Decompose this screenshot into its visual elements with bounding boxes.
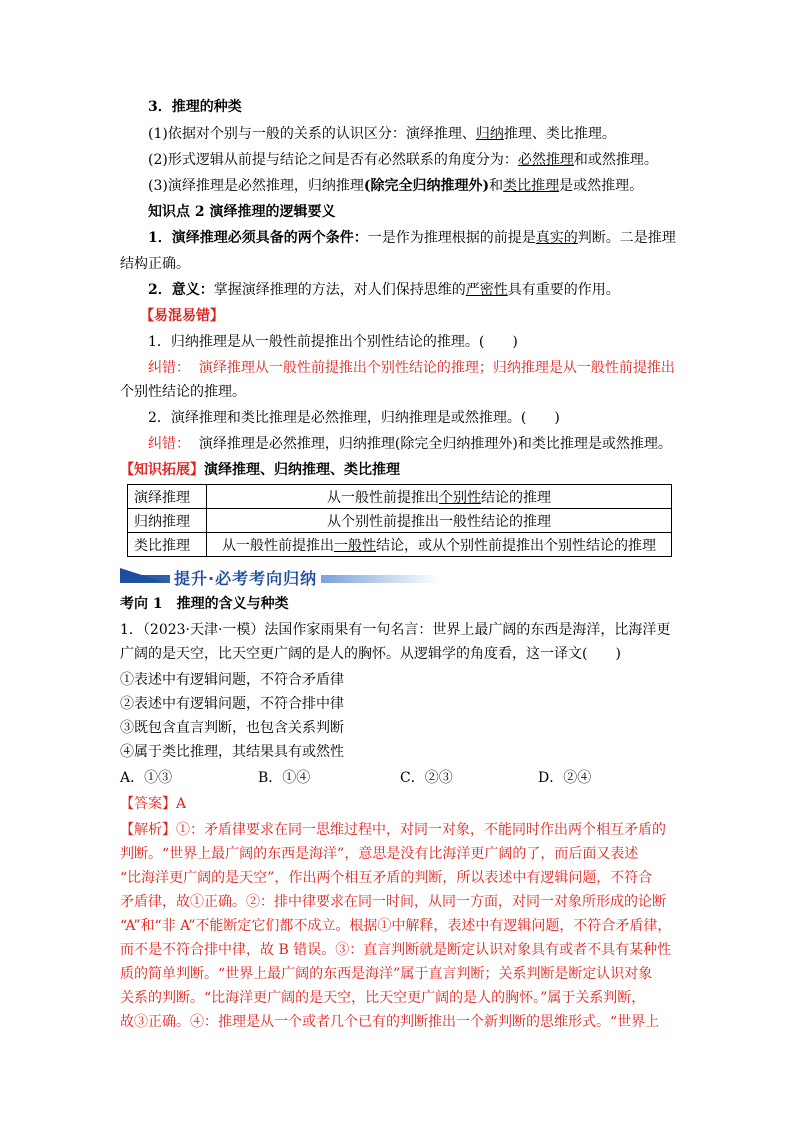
table-cell: 类比推理 [128, 533, 207, 557]
section-header: 【易混易错】 [140, 308, 224, 324]
text-span: ①：矛盾律要求在同一思维过程中，对同一对象，不能同时作出两个相互矛盾的 [176, 822, 666, 838]
text-span: 纠错： [148, 360, 190, 376]
analysis-line [120, 820, 666, 840]
text-span: 具有重要的作用。 [507, 282, 620, 298]
text-span: 纠错： [148, 436, 190, 452]
table-cell [207, 509, 672, 533]
underlined-text: 归纳 [475, 126, 504, 142]
paragraph-line [148, 150, 658, 170]
underlined-text: 个别性 [439, 489, 481, 506]
paragraph-line [148, 280, 620, 300]
text-span: 从一般性前提推出 [222, 537, 334, 554]
text-span: (2)形式逻辑从前提与结论之间是否有必然联系的角度分为： [148, 152, 518, 168]
table-cell [207, 533, 672, 557]
analysis-line: 而不是不符合排中律，故 B 错误。③：直言判断就是断定认识对象具有或者不具有某种性 [120, 942, 672, 958]
paragraph-line [148, 228, 676, 248]
analysis-line: 质的简单判断。“世界上最广阔的东西是海洋”属于直言判断；关系判断是断定认识对象 [120, 966, 653, 982]
analysis-line: 故③正确。④：推理是从一个或者几个已有的判断推出一个新判断的思维形式。“世界上 [120, 1014, 660, 1030]
choice-c: C．②③ [400, 770, 453, 786]
underlined-text: 真实的 [535, 230, 578, 246]
section-title: 考向 1 推理的含义与种类 [120, 596, 289, 612]
choice-b: B．①④ [258, 770, 311, 786]
choice-d: D．②④ [538, 770, 592, 786]
text-span: 和 [489, 178, 504, 194]
underlined-text: 一般性 [334, 537, 376, 554]
question-line: 2．演绎推理和类比推理是必然推理，归纳推理是或然推理。( ) [148, 410, 560, 426]
correction-line [148, 358, 675, 378]
paragraph-line [148, 176, 643, 196]
table-cell: 演绎推理 [128, 485, 207, 509]
section-title: 知识点 2 演绎推理的逻辑要义 [148, 204, 336, 220]
text-span: 演绎推理、归纳推理、类比推理 [204, 462, 400, 478]
banner-arrow-icon [120, 568, 164, 582]
paragraph-line [148, 124, 616, 144]
question-line: 广阔的是天空，比天空更广阔的是人的胸怀。从逻辑学的角度看，这一译文( ) [120, 646, 621, 662]
text-span: 结论，或从个别性前提推出个别性结论的推理 [376, 537, 656, 554]
text-span: 演绎推理从一般性前提推出个别性结论的推理；归纳推理是从一般性前提推出 [198, 360, 675, 376]
underlined-text: 必然推理 [517, 152, 574, 168]
underlined-text: 严密性 [465, 282, 508, 298]
table-cell [207, 485, 672, 509]
table-row [128, 485, 672, 509]
question-line: 1．（2023·天津·一模）法国作家雨果有一句名言：世界上最广阔的东西是海洋，比海洋更 [120, 622, 671, 638]
text-span: 结论的推理 [481, 489, 551, 506]
option-line: ④属于类比推理，其结果具有或然性 [120, 744, 344, 760]
question-line: 1．归纳推理是从一般性前提推出个别性结论的推理。( ) [148, 334, 518, 350]
text-span: 掌握演绎推理的方法，对人们保持思维的 [213, 282, 466, 298]
text-span: 一是作为推理根据的前提是 [367, 230, 536, 246]
text-span: (1)依据对个别与一般的关系的认识区分：演绎推理、 [148, 126, 476, 142]
table-row [128, 533, 672, 557]
table-row [128, 509, 672, 533]
text-span: 【知识拓展】 [120, 462, 204, 478]
analysis-line: 判断。“世界上最广阔的东西是海洋”，意思是没有比海洋更广阔的了，而后面又表述 [120, 846, 639, 862]
text-span: 【解析】 [120, 822, 176, 838]
section-title: 3．推理的种类 [148, 99, 242, 115]
text-span: 从个别性前提推出一般性结论的推理 [327, 513, 551, 530]
choice-a: A．①③ [120, 770, 173, 786]
comparison-table [127, 484, 672, 557]
text-span: 推理、类比推理。 [503, 126, 616, 142]
analysis-line: 关系的判断。“比海洋更广阔的是天空，比天空更广阔的是人的胸怀。”属于关系判断， [120, 990, 646, 1006]
option-line: ③既包含直言判断，也包含关系判断 [120, 720, 344, 736]
banner-title: 提升·必考考向归纳 [170, 566, 321, 589]
text-span: (3)演绎推理是必然推理，归纳推理 [148, 178, 364, 194]
underlined-text: 类比推理 [503, 178, 560, 194]
text-span: 和或然推理。 [573, 152, 658, 168]
bold-text: (除完全归纳推理外) [363, 178, 490, 194]
correction-line: 个别性结论的推理。 [120, 384, 246, 400]
bold-text: 2．意义： [148, 282, 214, 298]
answer-line: 【答案】A [120, 796, 187, 812]
text-span: 是或然推理。 [559, 178, 644, 194]
section-header [120, 460, 400, 480]
analysis-line: “比海洋更广阔的是天空”，作出两个相互矛盾的判断，所以表述中有逻辑问题，不符合 [120, 870, 653, 886]
table-cell: 归纳推理 [128, 509, 207, 533]
analysis-line: 矛盾律，故①正确。②：排中律要求在同一时间，从同一方面，对同一对象所形成的论断 [120, 894, 666, 910]
correction-line [148, 434, 672, 454]
paragraph-line: 结构正确。 [120, 256, 190, 272]
bold-text: 1．演绎推理必须具备的两个条件： [148, 230, 368, 246]
text-span: 演绎推理是必然推理，归纳推理(除完全归纳推理外)和类比推理是或然推理。 [198, 436, 672, 452]
text-span: 从一般性前提推出 [327, 489, 439, 506]
analysis-line: “A”和“非 A”不能断定它们都不成立。根据①中解释，表述中有逻辑问题，不符合矛盾律， [120, 918, 672, 934]
option-line: ①表述中有逻辑问题，不符合矛盾律 [120, 672, 344, 688]
option-line: ②表述中有逻辑问题，不符合排中律 [120, 696, 344, 712]
text-span: 判断。二是推理 [577, 230, 676, 246]
section-banner [120, 566, 440, 588]
